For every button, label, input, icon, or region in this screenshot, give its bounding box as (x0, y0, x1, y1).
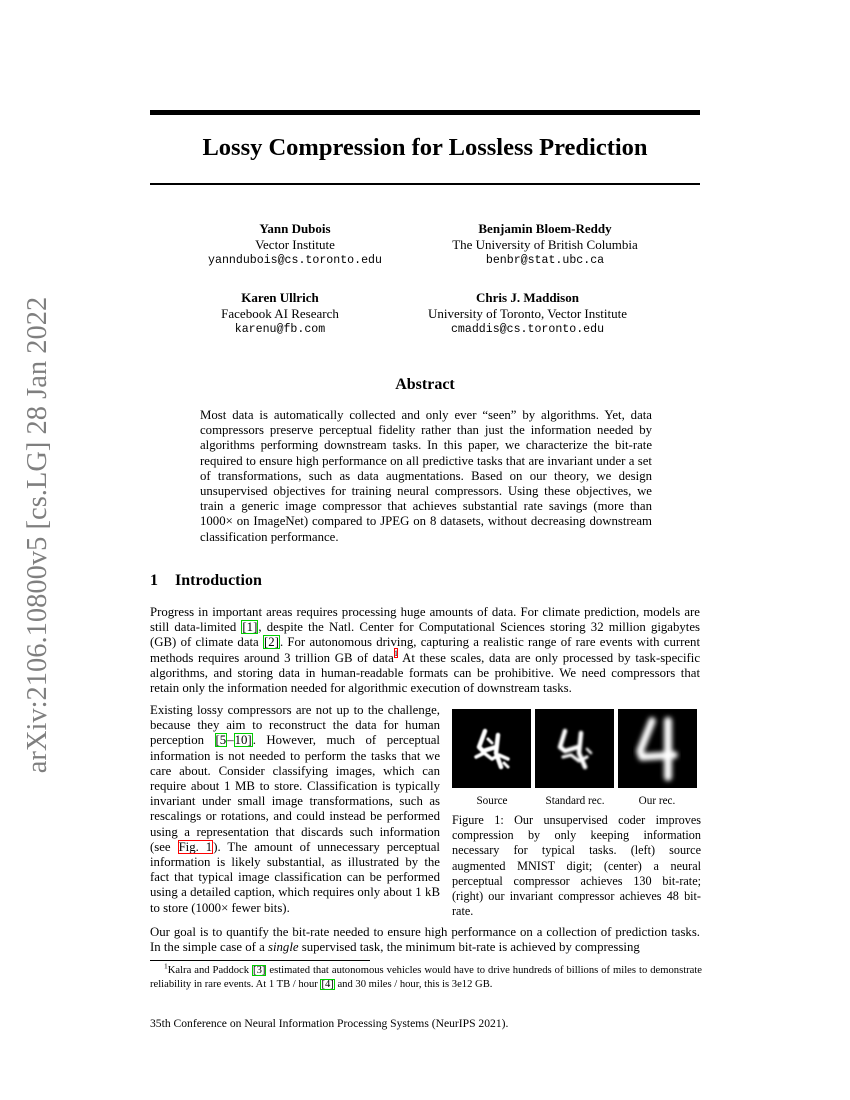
abstract-text: Most data is automatically collected and only ever “seen” by algorithms. Yet, data compressors preserve perceptual fidelity rather than just the information needed by algorithms performing downstream tasks. In this paper, we characterize the bit-rate required to ensure high performance on all predictive tasks that are invariant under a set of transformations, such as data augmentations. Based on our theory, we design unsupervised objectives for training neural compressors. Using these objectives, we train a generic image compressor that achieves substantial rate savings (more than 1000× on ImageNet) compared to JPEG on 8 datasets, without decreasing downstream classification performance. (200, 408, 652, 544)
intro-paragraph-3 (150, 925, 700, 955)
title-top-rule (150, 110, 700, 115)
footnote (150, 961, 703, 992)
text-run: . For autonomous driving, capturing a realistic range of rare events with current methods requires around 3 trillion GB of data (150, 635, 700, 665)
author-email[interactable]: cmaddis@cs.toronto.edu (450, 322, 605, 336)
standard-reconstruction-image (535, 709, 614, 788)
our-reconstruction-image (618, 709, 697, 788)
text-run: ). The amount of unnecessary perceptual information is likely substantial, as illustrated by the fact that typical image classification can be performed using a detailed caption, which requires only about 1 kB to store (1000× fewer bits). (150, 839, 440, 915)
author-email[interactable]: yanndubois@cs.toronto.edu (208, 253, 382, 267)
intro-paragraph-2 (150, 703, 440, 916)
author-email[interactable]: karenu@fb.com (234, 322, 326, 336)
intro-paragraph-1 (150, 605, 700, 696)
footnote-number: 1 (164, 961, 168, 971)
text-run: – (227, 733, 234, 748)
conference-footer: 35th Conference on Neural Information Processing Systems (NeurIPS 2021). (150, 1017, 509, 1030)
author-block (420, 221, 670, 268)
citation-link[interactable]: [5 (215, 733, 227, 748)
citation-link[interactable]: [4] (321, 979, 334, 991)
text-run: supervised task, the minimum bit-rate is achieved by compressing (298, 940, 640, 955)
section-title: Introduction (175, 572, 262, 589)
text-run: At these scales, data are only processed by task-specific algorithms, and storing data in human-readable formats can be prohibitive. We need compressors that retain only the information needed for algorithmic execution of downstream tasks. (150, 650, 700, 696)
panel-label: Source (476, 795, 508, 807)
author-email[interactable]: benbr@stat.ubc.ca (485, 253, 605, 267)
author-block (180, 290, 380, 337)
citation-link[interactable]: [3] (253, 965, 266, 976)
panel-label: Our rec. (638, 795, 676, 807)
text-run: . However, much of perceptual information is not needed to perform the tasks that we care about. Consider classifying images, which can require about 1 MB to store. Classification is typically invariant under small image transformations, such as rescalings or rotations, and could instead be performed using a representation that discards such information (see (150, 733, 440, 854)
text-run: Our goal is to quantify the bit-rate needed to ensure high performance on a collection of prediction tasks. In the simple case of a (150, 925, 700, 955)
author-name: Yann Dubois (259, 221, 331, 236)
panel-label: Standard rec. (545, 795, 605, 807)
author-name: Chris J. Maddison (476, 290, 579, 305)
text-run: , despite the Natl. Center for Computational Sciences storing 32 million gigabytes (GB) of climate data (150, 620, 700, 650)
author-affiliation: Vector Institute (255, 236, 335, 252)
citation-link[interactable]: [2] (264, 635, 279, 650)
citation-link[interactable]: 10] (234, 733, 252, 748)
paper-title: Lossy Compression for Lossless Prediction (202, 134, 648, 161)
author-affiliation: University of Toronto, Vector Institute (428, 305, 627, 321)
text-run: Kalra and Paddock (167, 965, 253, 976)
author-name: Karen Ullrich (241, 290, 319, 305)
footnote-marker[interactable]: 1 (393, 648, 399, 659)
section-number: 1 (150, 572, 158, 589)
arxiv-identifier[interactable]: arXiv:2106.10800v5 [cs.LG] 28 Jan 2022 (22, 296, 53, 774)
text-run: single (267, 940, 299, 955)
text-run: Existing lossy compressors are not up to the challenge, because they aim to reconstruct the data for human perception (150, 703, 440, 748)
author-affiliation: Facebook AI Research (221, 305, 339, 321)
source-digit-image (452, 709, 531, 788)
author-block (180, 221, 410, 268)
footnote-rule (150, 960, 370, 961)
author-affiliation: The University of British Columbia (452, 236, 638, 252)
citation-link[interactable]: [1] (242, 620, 258, 635)
section-heading (150, 572, 262, 590)
author-block (405, 290, 650, 337)
title-bottom-rule (150, 183, 700, 185)
text-run: estimated that autonomous vehicles would have to drive hundreds of billions of miles to demonstrate reliability in rare events. At 1 TB / hour (150, 965, 703, 991)
text-run: and 30 miles / hour, this is 3e12 GB. (334, 979, 493, 991)
figure-caption: Figure 1: Our unsupervised coder improves compression by only keeping information necessary for typical tasks. (left) source augmented MNIST digit; (center) a neural perceptual compressor achieves 130 bit-rate; (right) our invariant compressor achieves 48 bit-rate. (452, 813, 701, 919)
abstract-heading: Abstract (395, 376, 455, 393)
figure-reference-link[interactable]: Fig. 1 (178, 839, 213, 854)
text-run: Progress in important areas requires processing huge amounts of data. For climate prediction, models are still data-limited (150, 605, 700, 635)
author-name: Benjamin Bloem-Reddy (478, 221, 612, 236)
